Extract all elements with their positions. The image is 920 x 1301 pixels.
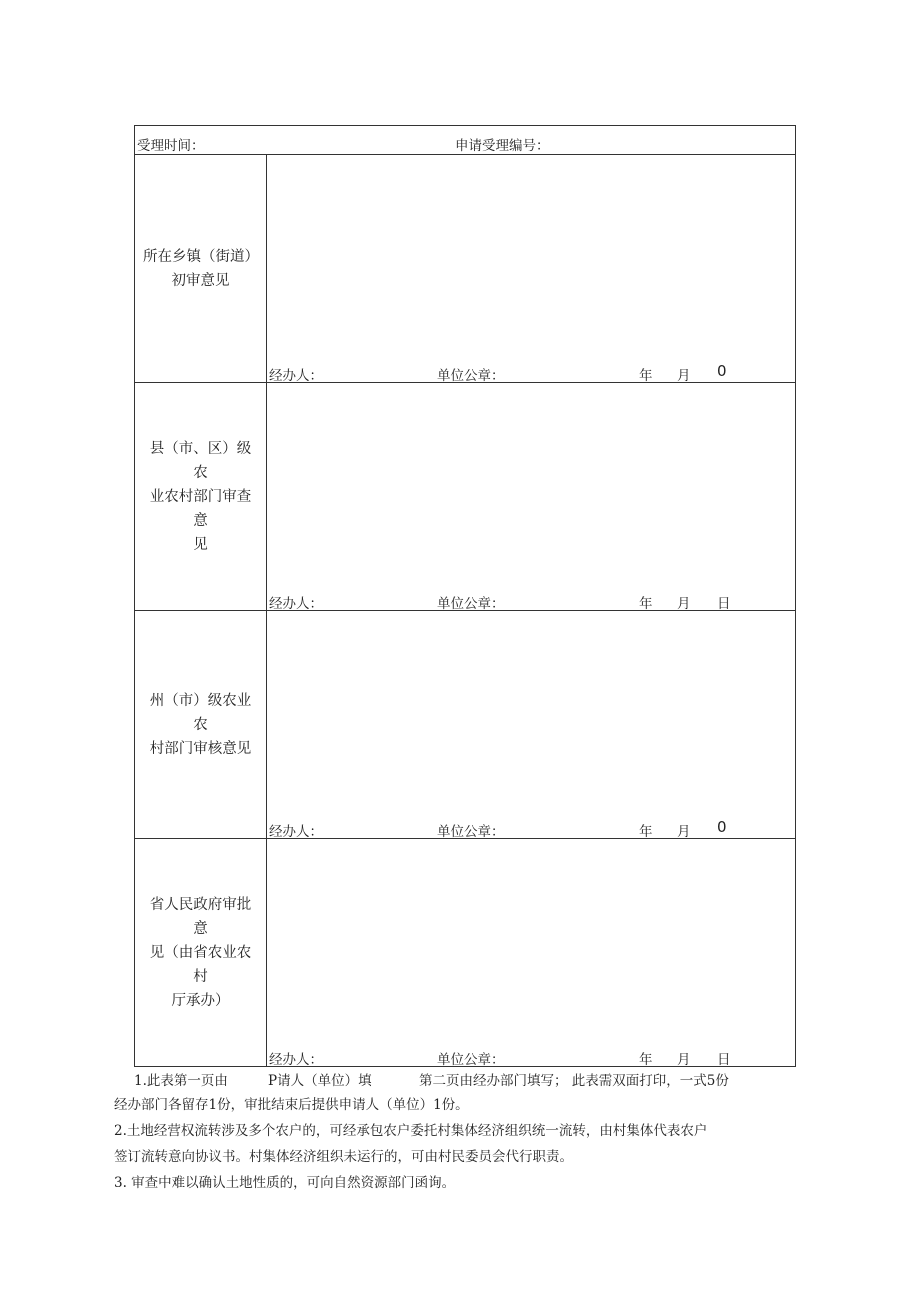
year-label: 年 [639, 368, 653, 384]
note-2: 2.土地经营权流转涉及多个农户的，可经承包农户委托村集体经济组织统一流转，由村集体代表农户 [114, 1123, 708, 1139]
section-label [135, 839, 267, 1066]
form-notes [114, 1068, 814, 1196]
month-label: 月 [677, 596, 691, 612]
section-county-review [135, 383, 795, 611]
day-label: 日 [717, 596, 731, 612]
section-label-line: 省人民政府审批意 [149, 896, 252, 937]
approval-form-table [134, 125, 796, 1067]
section-label-line: 所在乡镇（街道） [143, 248, 259, 265]
seal-label: 单位公章： [437, 824, 505, 840]
section-label-line: 县（市、区）级农 [149, 440, 252, 481]
section-label-line: 村部门审核意见 [149, 740, 252, 757]
year-label: 年 [639, 1052, 653, 1068]
signature-line [267, 590, 795, 610]
note-3: 3. 审查中难以确认土地性质的，可向自然资源部门函询。 [114, 1175, 456, 1191]
signature-line [267, 362, 795, 382]
section-province-approval [135, 839, 795, 1066]
note-1-continuation: 经办部门各留存1份，审批结束后提供申请人（单位）1份。 [114, 1097, 469, 1113]
section-prefecture-review [135, 611, 795, 839]
section-label [135, 611, 267, 838]
note-1-part-a: 1.此表第一页由 [134, 1073, 228, 1089]
section-label-line: 初审意见 [171, 272, 230, 289]
section-label-line: 厅承办） [171, 992, 230, 1009]
day-label: 0 [717, 818, 727, 836]
year-label: 年 [639, 596, 653, 612]
month-label: 月 [677, 368, 691, 384]
handler-label: 经办人： [269, 596, 323, 612]
handler-label: 经办人： [269, 1052, 323, 1068]
section-label [135, 383, 267, 610]
section-label-line: 见（由省农业农村 [149, 944, 252, 985]
seal-label: 单位公章： [437, 1052, 505, 1068]
note-1-part-c: 第二页由经办部门填写； 此表需双面打印，一式5份 [419, 1073, 729, 1089]
section-label-line: 业农村部门审查意 [149, 488, 252, 529]
opinion-field[interactable] [267, 611, 795, 838]
note-1-part-b: P请人（单位）填 [268, 1073, 372, 1089]
note-1 [114, 1068, 814, 1092]
signature-line [267, 818, 795, 838]
section-township-review [135, 155, 795, 383]
section-label-line: 见 [193, 536, 208, 553]
seal-label: 单位公章： [437, 368, 505, 384]
seal-label: 单位公章： [437, 596, 505, 612]
receive-time-label: 受理时间： [137, 138, 205, 154]
month-label: 月 [677, 824, 691, 840]
day-label: 日 [717, 1052, 731, 1068]
section-label [135, 155, 267, 382]
day-label: 0 [717, 362, 727, 380]
opinion-field[interactable] [267, 839, 795, 1066]
section-label-line: 州（市）级农业农 [149, 692, 252, 733]
note-2-continuation: 签订流转意向协议书。村集体经济组织未运行的，可由村民委员会代行职责。 [114, 1149, 573, 1165]
month-label: 月 [677, 1052, 691, 1068]
form-header-row [135, 126, 795, 155]
opinion-field[interactable] [267, 383, 795, 610]
handler-label: 经办人： [269, 368, 323, 384]
signature-line [267, 1046, 795, 1066]
opinion-field[interactable] [267, 155, 795, 382]
handler-label: 经办人： [269, 824, 323, 840]
application-number-label: 申请受理编号： [455, 138, 550, 154]
year-label: 年 [639, 824, 653, 840]
